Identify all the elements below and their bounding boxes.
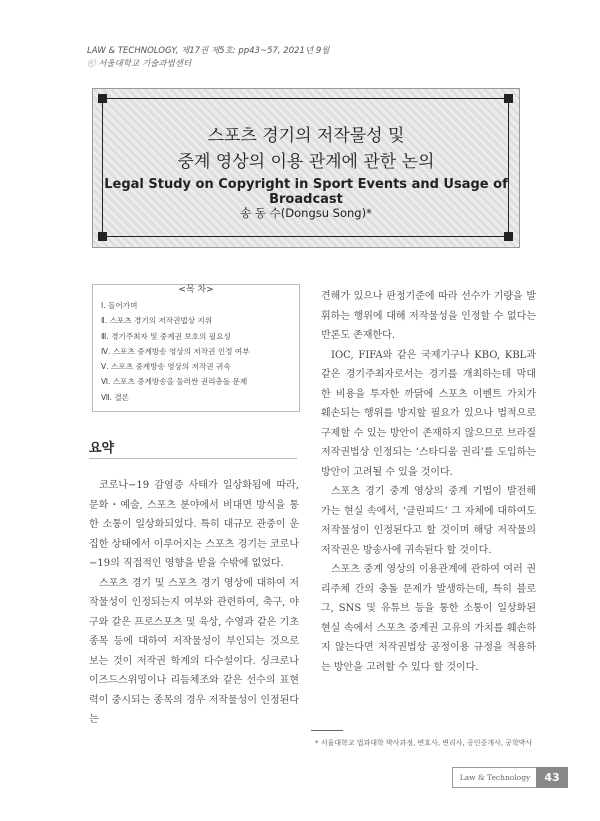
body-paragraph: 스포츠 중계 영상의 이용관계에 관하여 여러 권리주체 간의 충돌 문제가 발생하는데, 특히 블로그, SNS 및 유튜브 등을 통한 소통이 일상화된 현실 속에서 스포츠 중계권 고유의 가치를 훼손하지 않는다면 저작권법상 공정이용 규정을 적용하는 방안을 고려할 수 있다 할 것이다.	[321, 564, 536, 673]
abstract-heading: 요약	[89, 441, 115, 456]
toc-item: Ⅵ. 스포츠 중계방송을 둘러싼 권리충돌 문제	[101, 377, 248, 387]
body-paragraph: 견해가 있으나 판정기준에 따라 선수가 기량을 발휘하는 행위에 대해 저작물성을 인정할 수 없다는 반론도 존재한다.	[321, 291, 536, 341]
journal-name-label: Law & Technology	[452, 767, 538, 788]
body-paragraph: 코로나−19 감염증 사태가 일상화됨에 따라, 문화・예술, 스포츠 분야에서 비대면 방식을 통한 소통이 일상화되었다. 특히 대규모 관중이 운집한 상태에서 이루어지는 스포츠 경기는 코로나−19의 직접적인 영향을 받을 수밖에 없었다.	[89, 480, 299, 569]
left-column	[89, 476, 299, 730]
frame-bottom-line	[98, 236, 512, 237]
korean-title-line-1: 스포츠 경기의 저작물성 및	[207, 126, 405, 146]
toc-heading: <목 차>	[172, 285, 219, 295]
body-paragraph: 스포츠 경기 중계 영상의 중계 기법이 발전해 가는 현실 속에서, ‘클린피드’ 그 자체에 대하여도 저작물성이 인정된다고 할 것이며 해당 저작물의 저작권은 방송사에 귀속된다 할 것이다.	[321, 486, 536, 556]
body-paragraph: IOC, FIFA와 같은 국제기구나 KBO, KBL과 같은 경기주최자로서는 경기를 개최하는데 막대한 비용을 투자한 까닭에 스포츠 이벤트 가치가 훼손되는 행위를 방지할 필요가 있으나 법적으로 구제할 수 있는 방안이 존재하지 않으므로 브라질 저작권법상 인정되는 ‘스타디움 권리’를 도입하는 방안이 고려될 수 있을 것이다.	[321, 349, 536, 478]
title-box	[92, 88, 520, 248]
toc-item: Ⅲ. 경기주최자 및 중계권 보호의 필요성	[101, 331, 231, 341]
corner-square-icon	[504, 232, 513, 241]
corner-square-icon	[504, 94, 513, 103]
copyright-line: ⓒ 서울대학교 기술과법센터	[87, 59, 192, 69]
body-paragraph: 스포츠 경기 및 스포츠 경기 영상에 대하여 저작물성이 인정되는지 여부와 관련하여, 축구, 야구와 같은 프로스포츠 및 육상, 수영과 같은 기초 종목 등에 대하여 저작물성이 부인되는 것으로 보는 것이 저작권 학계의 다수설이다. 싱크로나이즈드스위밍이나 리듬체조와 같은 선수의 표현력이 중시되는 종목의 경우 저작물성이 인정된다는	[89, 577, 299, 725]
toc-item: Ⅴ. 스포츠 중계방송 영상의 저작권 귀속	[101, 362, 231, 372]
author-name: 송 동 수(Dongsu Song)*	[240, 206, 372, 220]
toc-item: Ⅰ. 들어가며	[101, 301, 138, 310]
table-of-contents	[92, 284, 300, 412]
korean-title-line-2: 중계 영상의 이용 관계에 관한 논의	[177, 152, 435, 172]
frame-top-line	[98, 98, 512, 99]
corner-square-icon	[98, 232, 107, 241]
author-footnote: * 서울대학교 법과대학 박사과정, 변호사, 변리사, 공인중개사, 공학박사	[315, 739, 533, 747]
journal-citation: LAW & TECHNOLOGY, 제17권 제5호: pp43~57, 2021년 9월	[87, 46, 330, 56]
toc-item: Ⅶ. 결론	[101, 392, 130, 402]
footnote-divider	[311, 730, 343, 731]
toc-item: Ⅳ. 스포츠 중계방송 영상의 저작권 인정 여부	[101, 346, 250, 356]
right-column	[321, 287, 536, 677]
running-header	[87, 45, 329, 71]
toc-item: Ⅱ. 스포츠 경기의 저작권법상 지위	[101, 316, 213, 326]
page-number: 43	[536, 767, 568, 788]
english-title: Legal Study on Copyright in Sport Events and Usage of Broadcast	[104, 177, 508, 207]
abstract-divider	[89, 458, 297, 459]
corner-square-icon	[98, 94, 107, 103]
